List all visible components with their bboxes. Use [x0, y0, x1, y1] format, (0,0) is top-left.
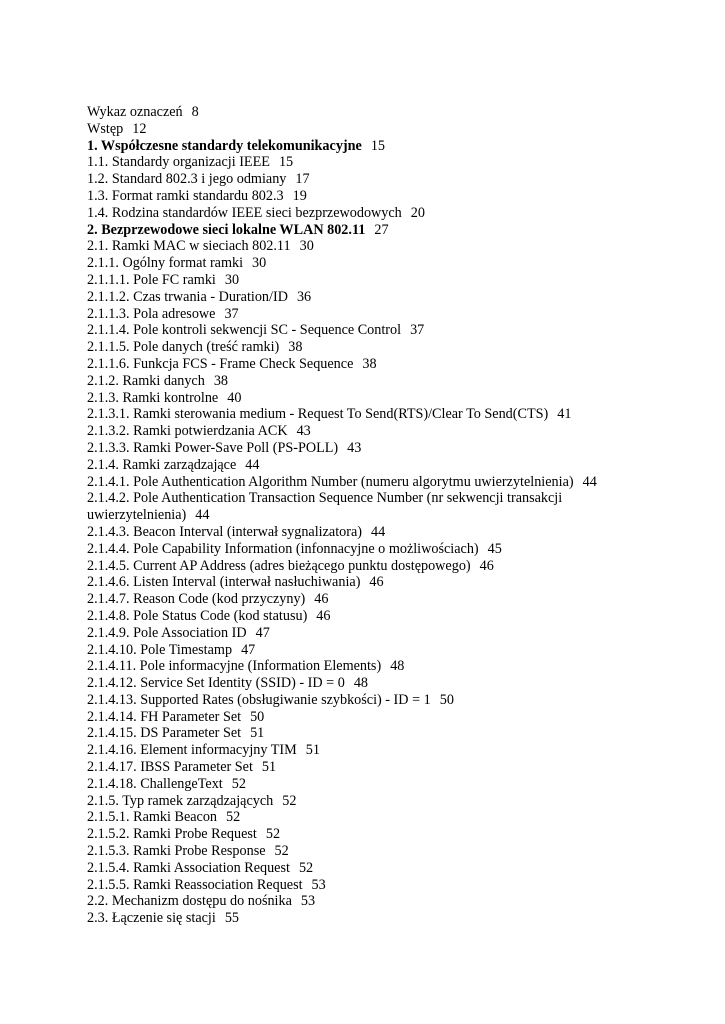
toc-entry-page-number: 45 — [487, 540, 502, 557]
toc-entry-title: 2.1.4.10. Pole Timestamp — [87, 641, 233, 658]
toc-entry-page-number: 44 — [245, 456, 260, 473]
toc-entry — [87, 642, 647, 659]
toc-entry — [87, 658, 647, 675]
toc-entry-title: 2.1.3.2. Ramki potwierdzania ACK — [87, 423, 288, 440]
toc-entry-page-number: 46 — [479, 557, 494, 574]
toc-entry-title: 1.4. Rodzina standardów IEEE sieci bezprzewodowych — [87, 204, 402, 221]
toc-entry-title: 2.1.4.11. Pole informacyjne (Information Elements) — [87, 658, 382, 675]
toc-entry-page-number: 51 — [305, 742, 320, 759]
toc-entry — [87, 339, 647, 356]
toc-entry-page-number: 48 — [353, 675, 369, 692]
toc-entry-page-number: 43 — [347, 439, 362, 456]
toc-entry-page-number: 37 — [410, 322, 425, 339]
toc-entry-title: 2.1.1.5. Pole danych (treść ramki) — [87, 339, 280, 356]
toc-entry-page-number: 38 — [288, 339, 303, 356]
toc-entry-title: 2.1.1.6. Funkcja FCS - Frame Check Sequence — [87, 355, 354, 372]
toc-entry-page-number: 38 — [362, 355, 377, 372]
toc-entry — [87, 390, 647, 407]
toc-entry — [87, 910, 647, 927]
toc-entry-title: Wstęp — [87, 120, 124, 137]
toc-entry-page-number: 51 — [261, 759, 277, 776]
toc-entry-title: 2.1.1.1. Pole FC ramki — [87, 271, 216, 288]
toc-entry-title: 2.1.1.3. Pola adresowe — [87, 305, 216, 322]
toc-entry — [87, 843, 647, 860]
toc-entry-page-number: 52 — [298, 859, 314, 876]
toc-entry — [87, 826, 647, 843]
toc-entry — [87, 877, 647, 894]
toc-entry — [87, 893, 647, 910]
toc-entry-title: 2.1.4.17. IBSS Parameter Set — [87, 759, 253, 776]
toc-entry — [87, 356, 647, 373]
toc-entry — [87, 608, 647, 625]
toc-entry — [87, 423, 647, 440]
toc-entry-page-number: 46 — [314, 591, 329, 608]
toc-entry-title: 2.1.5.5. Ramki Reassociation Request — [87, 876, 303, 893]
toc-entry-page-number: 15 — [370, 137, 386, 154]
toc-entry-page-number: 30 — [299, 238, 314, 255]
toc-entry-page-number: 52 — [274, 843, 289, 860]
toc-entry — [87, 709, 647, 726]
toc-entry — [87, 238, 647, 255]
toc-entry — [87, 205, 647, 222]
toc-entry-page-number: 44 — [370, 523, 386, 540]
toc-entry — [87, 188, 647, 205]
toc-entry — [87, 322, 647, 339]
toc-entry-page-number: 52 — [231, 775, 246, 792]
toc-entry-page-number: 53 — [300, 893, 316, 910]
toc-entry — [87, 104, 647, 121]
toc-entry — [87, 306, 647, 323]
toc-entry-title: 2. Bezprzewodowe sieci lokalne WLAN 802.11 — [87, 221, 366, 238]
toc-entry-title: 2.1.4.3. Beacon Interval (interwał sygnalizatora) — [87, 523, 362, 540]
toc-entry-page-number: 47 — [241, 641, 256, 658]
toc-entry-page-number: 17 — [295, 171, 310, 188]
toc-entry-title: 2.1.4.7. Reason Code (kod przyczyny) — [87, 591, 306, 608]
toc-entry — [87, 725, 647, 742]
toc-entry-title: 2.1.4.1. Pole Authentication Algorithm Number (numeru algorytmu uwierzytelnienia) — [87, 473, 574, 490]
toc-entry-page-number: 36 — [296, 288, 312, 305]
toc-entry — [87, 541, 647, 558]
toc-entry-page-number: 46 — [316, 607, 331, 624]
toc-entry — [87, 255, 647, 272]
toc-entry-title: 2.1.3. Ramki kontrolne — [87, 389, 219, 406]
toc-entry-page-number: 50 — [250, 708, 265, 725]
toc-entry — [87, 457, 647, 474]
toc-entry-title: Wykaz oznaczeń — [87, 104, 183, 120]
toc-entry-page-number: 30 — [252, 255, 267, 272]
toc-entry — [87, 809, 647, 826]
toc-entry — [87, 474, 647, 491]
toc-entry — [87, 591, 647, 608]
toc-entry-title: 2.1.4.12. Service Set Identity (SSID) - ID = 0 — [87, 675, 345, 692]
toc-entry — [87, 524, 647, 541]
toc-entry-page-number: 8 — [191, 104, 199, 120]
toc-entry — [87, 440, 647, 457]
toc-entry — [87, 222, 647, 239]
toc-entry-page-number: 53 — [311, 876, 326, 893]
toc-entry-title: 2.1.4.18. ChallengeText — [87, 775, 223, 792]
toc-entry-page-number: 55 — [224, 910, 239, 927]
toc-entry-title: 2.1.4.8. Pole Status Code (kod statusu) — [87, 607, 308, 624]
toc-entry-title: 2.1.3.1. Ramki sterowania medium - Request To Send(RTS)/Clear To Send(CTS) — [87, 406, 549, 423]
toc-entry-title: 2.1.2. Ramki danych — [87, 372, 205, 389]
toc-entry-title: 2.1.5. Typ ramek zarządzających — [87, 792, 274, 809]
toc-entry-title: 1.3. Format ramki standardu 802.3 — [87, 187, 284, 204]
toc-entry-page-number: 52 — [265, 826, 281, 843]
toc-entry — [87, 289, 647, 306]
toc-entry-page-number: 20 — [410, 204, 425, 221]
toc-entry-title: 2.2. Mechanizm dostępu do nośnika — [87, 893, 292, 910]
toc-entry — [87, 154, 647, 171]
toc-entry-page-number: 12 — [132, 120, 147, 137]
toc-entry-page-number: 52 — [226, 809, 241, 826]
toc-entry-page-number: 27 — [374, 221, 389, 238]
toc-entry-page-number: 37 — [224, 305, 239, 322]
toc-entry-title: 1.1. Standardy organizacji IEEE — [87, 154, 270, 171]
toc-entry — [87, 574, 647, 591]
toc-entry — [87, 171, 647, 188]
toc-entry-title: 2.1.5.1. Ramki Beacon — [87, 809, 218, 826]
toc-entry — [87, 121, 647, 138]
toc-entry-page-number: 51 — [250, 725, 265, 742]
toc-entry-page-number: 46 — [369, 574, 384, 591]
toc-entry-title: 2.1.4.9. Pole Association ID — [87, 624, 247, 641]
toc-entry — [87, 759, 647, 776]
toc-entry-title: 2.1.4.4. Pole Capability Information (infonnacyjne o możliwościach) — [87, 540, 479, 557]
toc-entry-title: 1. Współczesne standardy telekomunikacyjne — [87, 137, 362, 154]
toc-entry — [87, 692, 647, 709]
toc-entry-title: 2.1.4.13. Supported Rates (obsługiwanie szybkości) - ID = 1 — [87, 691, 431, 708]
toc-entry-title: 2.1.4.16. Element informacyjny TIM — [87, 742, 297, 759]
toc-entry-title: 2.1.5.4. Ramki Association Request — [87, 859, 290, 876]
toc-entry-page-number: 41 — [557, 406, 572, 423]
toc-entry-title: 2.1.5.2. Ramki Probe Request — [87, 826, 257, 843]
toc-entry-page-number: 52 — [282, 792, 297, 809]
toc-entry-page-number: 40 — [227, 389, 242, 406]
toc-entry-page-number: 43 — [296, 423, 311, 440]
toc-entry-page-number: 44 — [195, 507, 210, 524]
toc-entry-title: 2.1.4.15. DS Parameter Set — [87, 725, 242, 742]
toc-entry-page-number: 38 — [213, 372, 229, 389]
toc-entry-title: 2.1.4.5. Current AP Address (adres bieżącego punktu dostępowego) — [87, 557, 471, 574]
toc-entry — [87, 272, 647, 289]
toc-entry-page-number: 19 — [292, 187, 307, 204]
toc-entry-title: 1.2. Standard 802.3 i jego odmiany — [87, 171, 287, 188]
toc-entry-page-number: 47 — [255, 624, 270, 641]
toc-entry-page-number: 44 — [582, 473, 597, 490]
toc-entry-page-number: 15 — [278, 154, 294, 171]
toc-entry-title: 2.1.4.6. Listen Interval (interwał nasłuchiwania) — [87, 574, 361, 591]
toc-entry — [87, 406, 647, 423]
toc-entry-title: 2.3. Łączenie się stacji — [87, 910, 216, 927]
toc-entry-title: 2.1.1.2. Czas trwania - Duration/ID — [87, 288, 288, 305]
toc-entry — [87, 860, 647, 877]
toc-entry-page-number: 30 — [224, 271, 240, 288]
toc-entry — [87, 776, 647, 793]
toc-entry-title: 2.1.5.3. Ramki Probe Response — [87, 843, 266, 860]
toc-entry-title: 2.1.3.3. Ramki Power-Save Poll (PS-POLL) — [87, 439, 339, 456]
toc-entry-title: 2.1.4. Ramki zarządzające — [87, 456, 237, 473]
toc-entry — [87, 625, 647, 642]
table-of-contents — [87, 104, 647, 927]
toc-entry-title: 2.1.1. Ogólny format ramki — [87, 255, 244, 272]
toc-entry-page-number: 50 — [439, 691, 454, 708]
toc-entry — [87, 490, 607, 524]
toc-entry-title: 2.1. Ramki MAC w sieciach 802.11 — [87, 238, 291, 255]
toc-entry-title: 2.1.4.14. FH Parameter Set — [87, 708, 242, 725]
toc-entry — [87, 742, 647, 759]
toc-entry — [87, 558, 647, 575]
toc-entry-title: 2.1.1.4. Pole kontroli sekwencji SC - Sequence Control — [87, 322, 402, 339]
toc-entry — [87, 675, 647, 692]
toc-entry — [87, 373, 647, 390]
toc-entry — [87, 793, 647, 810]
toc-entry-title: 2.1.4.2. Pole Authentication Transaction Sequence Number (nr sekwencji transakcji uwierzytelnienia) — [87, 490, 563, 524]
toc-entry-page-number: 48 — [390, 658, 405, 675]
toc-entry — [87, 138, 647, 155]
